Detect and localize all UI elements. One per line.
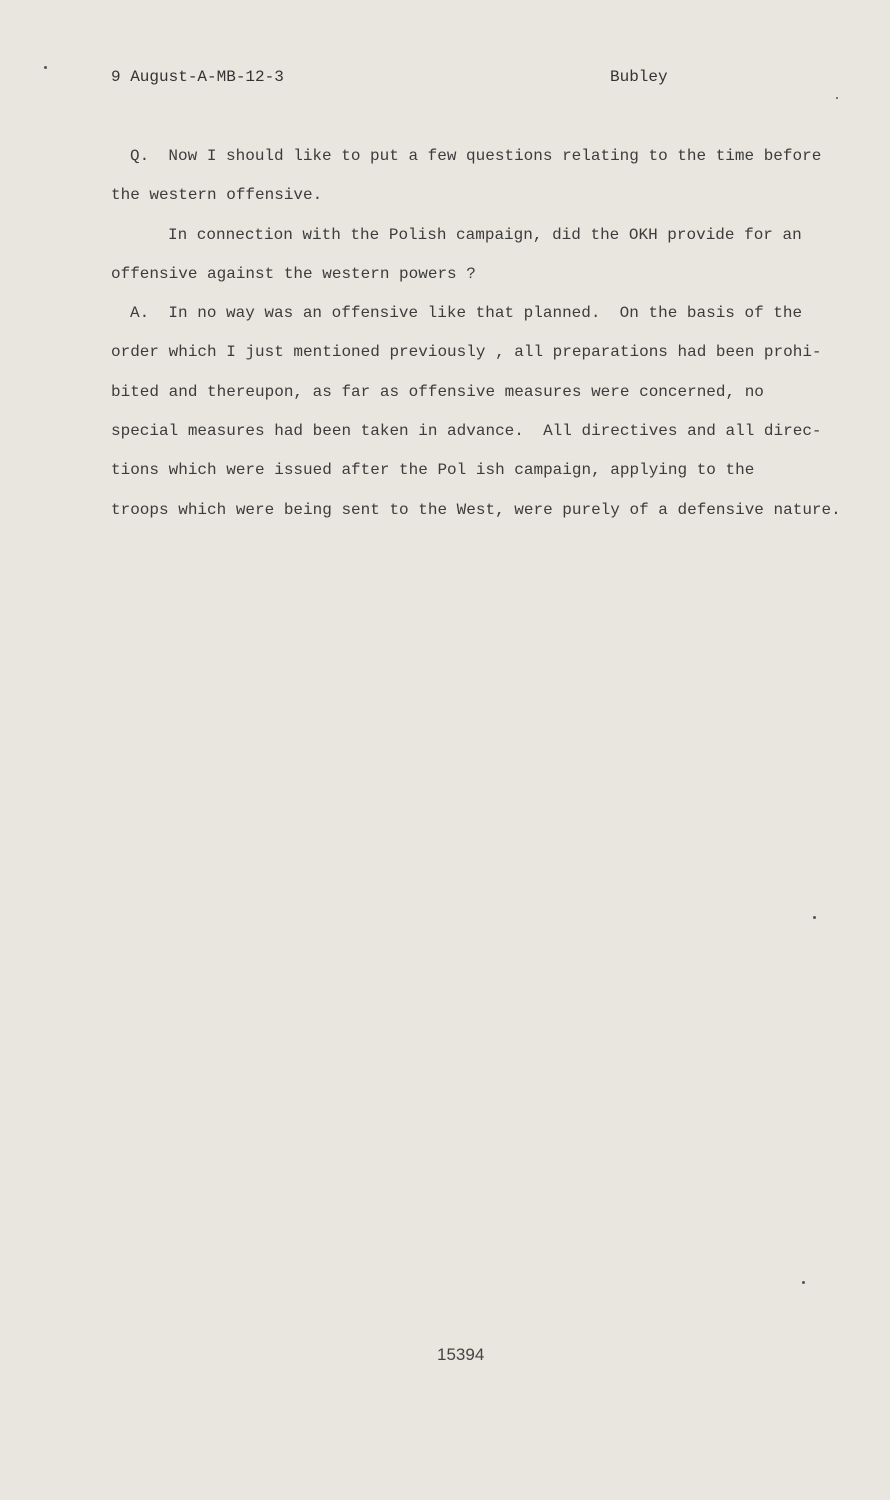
page-number: 15394 [437, 1345, 485, 1364]
transcript-line: In connection with the Polish campaign, did the OKH provide for an [168, 225, 802, 244]
transcript-line: Q. Now I should like to put a few questions relating to the time before [130, 147, 822, 165]
transcript-line: offensive against the western powers ? [111, 264, 476, 283]
transcript-line: A. In no way was an offensive like that planned. On the basis of the [130, 304, 803, 323]
paper-speck [44, 66, 47, 69]
reporter-name: Bubley [610, 68, 668, 86]
document-reference: 9 August-A-MB-12-3 [111, 68, 284, 86]
paper-speck [813, 916, 816, 919]
transcript-line: troops which were being sent to the West, were purely of a defensive nature. [111, 500, 841, 519]
paper-speck [802, 1281, 805, 1284]
transcript-body [111, 137, 851, 530]
transcript-line: order which I just mentioned previously , all preparations had been prohi- [111, 343, 822, 362]
transcript-line: the western offensive. [111, 186, 323, 205]
transcript-line: tions which were issued after the Pol ish campaign, applying to the [111, 461, 755, 480]
paper-speck [836, 97, 838, 99]
transcript-line: bited and thereupon, as far as offensive measures were concerned, no [111, 382, 764, 401]
transcript-line: special measures had been taken in advance. All directives and all direc- [111, 422, 822, 441]
